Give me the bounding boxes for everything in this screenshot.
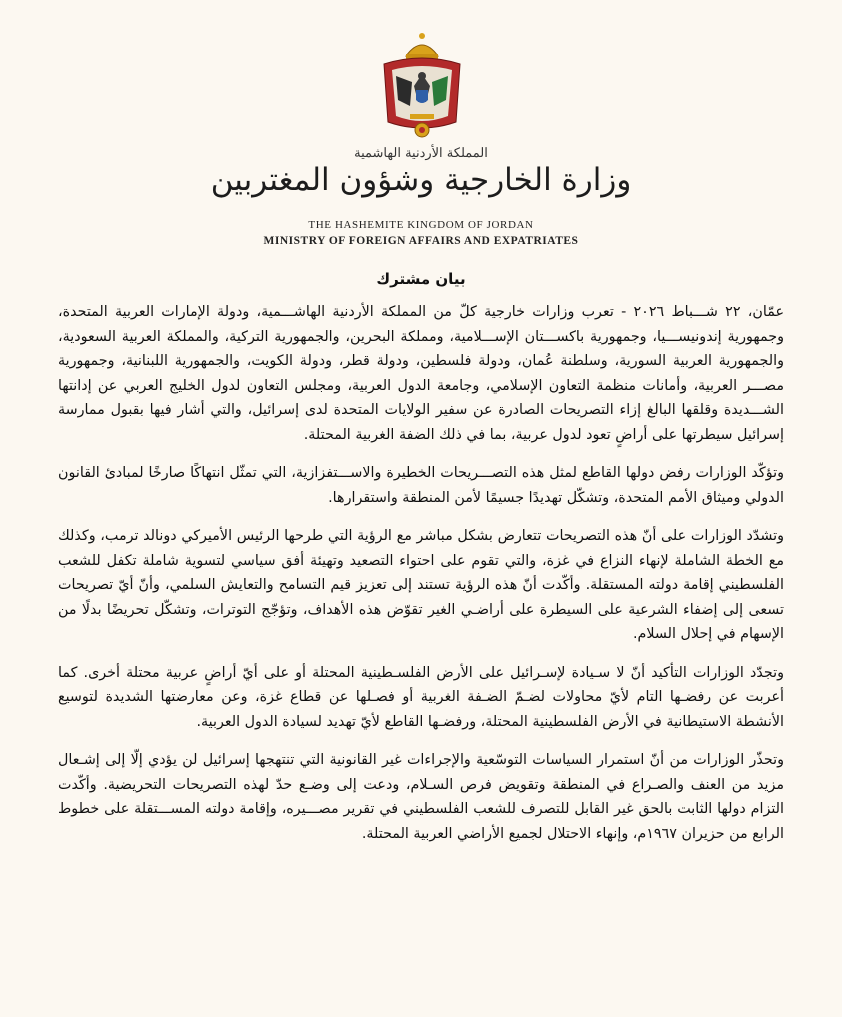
paragraph: وتؤكّد الوزارات رفض دولها القاطع لمثل هذه التصـــريحات الخطيرة والاســـتفزازية، التي تمثّل انتهاكًا صارخًا لمبادئ القانون الدولي وميثاق الأمم المتحدة، وتشكّل تهديدًا جسيمًا لأمن المنطقة واستقرارها. [58, 465, 784, 506]
ministry-name-english: MINISTRY OF FOREIGN AFFAIRS AND EXPATRIATES [263, 235, 579, 247]
ministry-name-arabic: وزارة الخارجية وشؤون المغتربين [210, 162, 632, 198]
paragraph: وتجدّد الوزارات التأكيد أنّ لا سـيادة لإسـرائيل على الأرض الفلسـطينية المحتلة أو على أيّ أراضٍ عربية محتلة أخرى. كما أعربت عن رفضـها التام لأيّ محاولات لضـمّ الضـفة الغربية أو فصـلها عن قطاع غزة، وعن معارضتها الشديدة لتوسيع الأنشطة الاستيطانية في الأرض الفلسطينية المحتلة، ورفضـها القاطع لأيّ تهديد لسيادة الدول العربية. [58, 664, 784, 730]
statement-body [58, 300, 784, 860]
paragraph: وتشدّد الوزارات على أنّ هذه التصريحات تتعارض بشكل مباشر مع الرؤية التي طرحها الرئيس الأميركي دونالد ترمب، وكذلك مع الخطة الشاملة لإنهاء النزاع في غزة، والتي تقوم على احتواء التصعيد وتهيئة أفق سياسي لتسوية شاملة تكفل للشعب الفلسطيني إقامة دولته المستقلة. وأكّدت أنّ هذه الرؤية تستند إلى تعزيز قيم التسامح والتعايش السلمي، وأنّ أيّ تصريحات تسعى إلى إضفاء الشرعية على السيطرة على أراضـي الغير تقوّض هذه الأهداف، وتؤجّج التوترات، وتشكّل تحريضًا بدلًا من الإسهام في إحلال السلام. [58, 528, 784, 642]
statement-title: بيان مشترك [376, 270, 466, 288]
kingdom-name-english: THE HASHEMITE KINGDOM OF JORDAN [308, 219, 534, 231]
jordan-coat-of-arms-icon [376, 30, 468, 142]
letterhead [0, 0, 842, 260]
paragraph: وتحذّر الوزارات من أنّ استمرار السياسات التوسّعية والإجراءات غير القانونية التي تنتهجها إسرائيل لن يؤدي إلّا إلى إشـعال مزيد من العنف والصـراع في المنطقة وتقويض فرص السـلام، ودعت إلى وضـع حدّ لهذه التصريحات التحريضية. وأكّدت التزام دولها الثابت بالحق غير القابل للتصرف للشعب الفلسطيني في تقرير مصـــيره، وإقامة دولته المســـتقلة على خطوط الرابع من حزيران ١٩٦٧م، وإنهاء الاحتلال لجميع الأراضي العربية المحتلة. [58, 752, 784, 842]
paragraph: عمّان، ٢٢ شـــباط ٢٠٢٦ - تعرب وزارات خارجية كلّ من المملكة الأردنية الهاشـــمية، ودولة الإمارات العربية المتحدة، وجمهورية إندونيســـيا، وجمهورية باكســـتان الإســـلامية، ومملكة البحرين، والجمهورية التركية، والمملكة العربية السعودية، والجمهورية العربية السورية، وسلطنة عُمان، ودولة فلسطين، ودولة قطر، ودولة الكويت، والجمهورية اللبنانية، وجمهورية مصـــر العربية، وأمانات منظمة التعاون الإسلامي، وجامعة الدول العربية، ومجلس التعاون لدول الخليج العربي عن إدانتها الشـــديدة وقلقها البالغ إزاء التصريحات الصادرة عن سفير الولايات المتحدة لدى إسرائيل، والتي أشار فيها بقبول ممارسة إسرائيل سيطرتها على أراضٍ تعود لدول عربية، بما في ذلك الضفة الغربية المحتلة. [58, 304, 785, 443]
kingdom-name-arabic: المملكة الأردنية الهاشمية [354, 146, 488, 161]
